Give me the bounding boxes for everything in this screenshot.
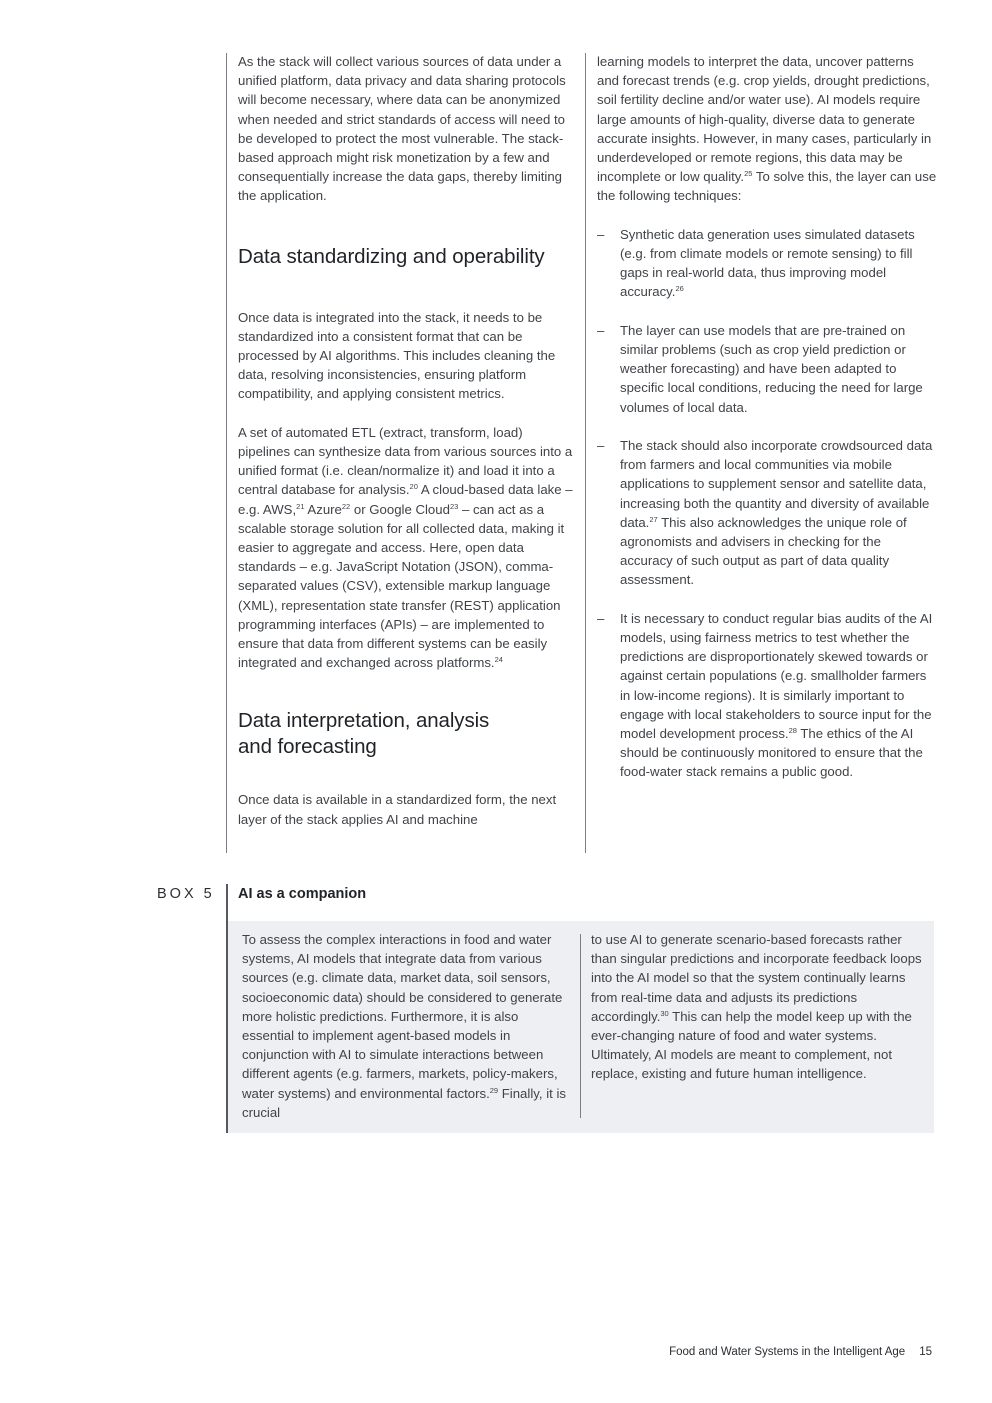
footnote-ref-30: 30	[660, 1008, 669, 1018]
footnote-ref-26: 26	[675, 284, 684, 294]
list-item: – Synthetic data generation uses simulated datasets (e.g. from climate models or remote sensing) to fill gaps in real-world data, thus improving model accuracy.$^{26}$	[597, 226, 915, 300]
footnote-ref-28: 28	[788, 726, 797, 736]
box-left-paragraph: To assess the complex interactions in food and water systems, AI models that integrate data from various sources (e.g. climate data, market data, soil sensors, socioeconomic data) should be considered to generate more holistic predictions. Furthermore, it is also essential to implement agent-based models in conjunction with AI to simulate interactions between different agents (e.g. farmers, markets, policy-makers, water systems) and environmental factors.$^{29}$ Finally, it is crucial	[242, 932, 566, 1120]
box-right-paragraph: to use AI to generate scenario-based forecasts rather than singular predictions and incorporate feedback loops into the AI model so that the system continually learns from real-time data and adjusts its predictions accordingly.$^{30}$ This can help the model keep up with the ever-changing nature of food and water systems. Ultimately, AI models are meant to complement, not replace, existing and future human intelligence.	[591, 932, 922, 1082]
interpretation-paragraph: Once data is available in a standardized form, the next layer of the stack applies AI and machine	[238, 792, 557, 827]
list-item: – The stack should also incorporate crowdsourced data from farmers and local communities via mobile applications to supplement sensor and satellite data, increasing both the quantity and diversity of available data.$^{27}$ This also acknowledges the unique role of agronomists and advisers in checking for the accuracy of such output as part of data quality assessment.	[597, 438, 933, 588]
ml-models-paragraph: learning models to interpret the data, uncover patterns and forecast trends (e.g. crop yields, drought predictions, soil fertility decline and/or water use). AI models require large amounts of high-quality, diverse data to generate accurate insights. However, in many cases, particularly in underdeveloped or remote regions, this data may be incomplete or low quality.$^{25}$ To solve this, the layer can use the following techniques:	[597, 54, 937, 204]
footnote-ref-25: 25	[744, 169, 753, 179]
footnote-ref-27: 27	[649, 514, 658, 524]
right-column	[597, 52, 937, 801]
page-footer	[669, 1346, 932, 1358]
box-column-divider	[580, 934, 581, 1118]
footnote-ref-21: 21	[296, 501, 305, 511]
box-left-column	[242, 930, 572, 1122]
techniques-list	[597, 225, 937, 782]
page-number: 15	[919, 1346, 932, 1358]
box-label: BOX 5	[157, 886, 215, 902]
middle-column-rule	[585, 53, 586, 853]
left-column	[238, 52, 578, 829]
dash-bullet: –	[597, 438, 605, 454]
left-column-rule	[226, 53, 227, 853]
heading-data-interpretation: Data interpretation, analysis and forecasting	[238, 709, 490, 759]
footnote-ref-20: 20	[409, 482, 418, 492]
box-right-column	[591, 930, 926, 1084]
dash-bullet: –	[597, 322, 605, 338]
privacy-paragraph: As the stack will collect various sources of data under a unified platform, data privacy and data sharing protocols will become necessary, where data can be anonymized when needed and strict standards of access will need to be developed to protect the most vulnerable. The stack-based approach might risk monetization by a few and consequentially increase the data gaps, thereby limiting the application.	[238, 54, 566, 204]
footnote-ref-24: 24	[494, 655, 503, 665]
box-title: AI as a companion	[238, 886, 367, 902]
footnote-ref-22: 22	[341, 501, 351, 511]
dash-bullet: –	[597, 610, 605, 626]
heading-data-standardizing: Data standardizing and operability	[238, 244, 545, 268]
list-item: – It is necessary to conduct regular bias audits of the AI models, using fairness metrics to test whether the predictions are disproportionately skewed towards or against certain populations (e.g. smallholder farmers in low-income regions). It is similarly important to engage with local stakeholders to source input for the model development process.$^{28}$ The ethics of the AI should be continuously monitored to ensure that the food-water stack remains a public good.	[597, 610, 933, 780]
etl-paragraph: A set of automated ETL (extract, transform, load) pipelines can synthesize data from various sources into a unified format (i.e. clean/normalize it) and load it into a central database for analysis.$^{20}$ A cloud-based data lake – e.g. AWS,$^{21}$ Azure$^{22}$ or Google Cloud$^{23}$ – can act as a scalable storage solution for all collected data, making it easier to aggregate and access. Here, open data standards – e.g. JavaScript Notation (JSON), comma-separated values (CSV), extensible markup language (XML), representation state transfer (REST) application programming interfaces (APIs) – are implemented to ensure that data from different systems can be easily integrated and exchanged across platforms.$^{24}$	[238, 424, 573, 671]
footnote-ref-23: 23	[449, 501, 459, 511]
standardization-paragraph: Once data is integrated into the stack, it needs to be standardized into a consistent format that can be processed by AI algorithms. This includes cleaning the data, resolving inconsistencies, ensuring platform compatibility, and applying consistent metrics.	[238, 309, 556, 402]
dash-bullet: –	[597, 226, 605, 242]
footer-title: Food and Water Systems in the Intelligent Age	[669, 1346, 906, 1358]
footnote-ref-29: 29	[489, 1085, 499, 1095]
list-item: – The layer can use models that are pre-trained on similar problems (such as crop yield prediction or weather forecasting) and have been adapted to specific local conditions, reducing the need for large volumes of local data.	[597, 322, 923, 415]
